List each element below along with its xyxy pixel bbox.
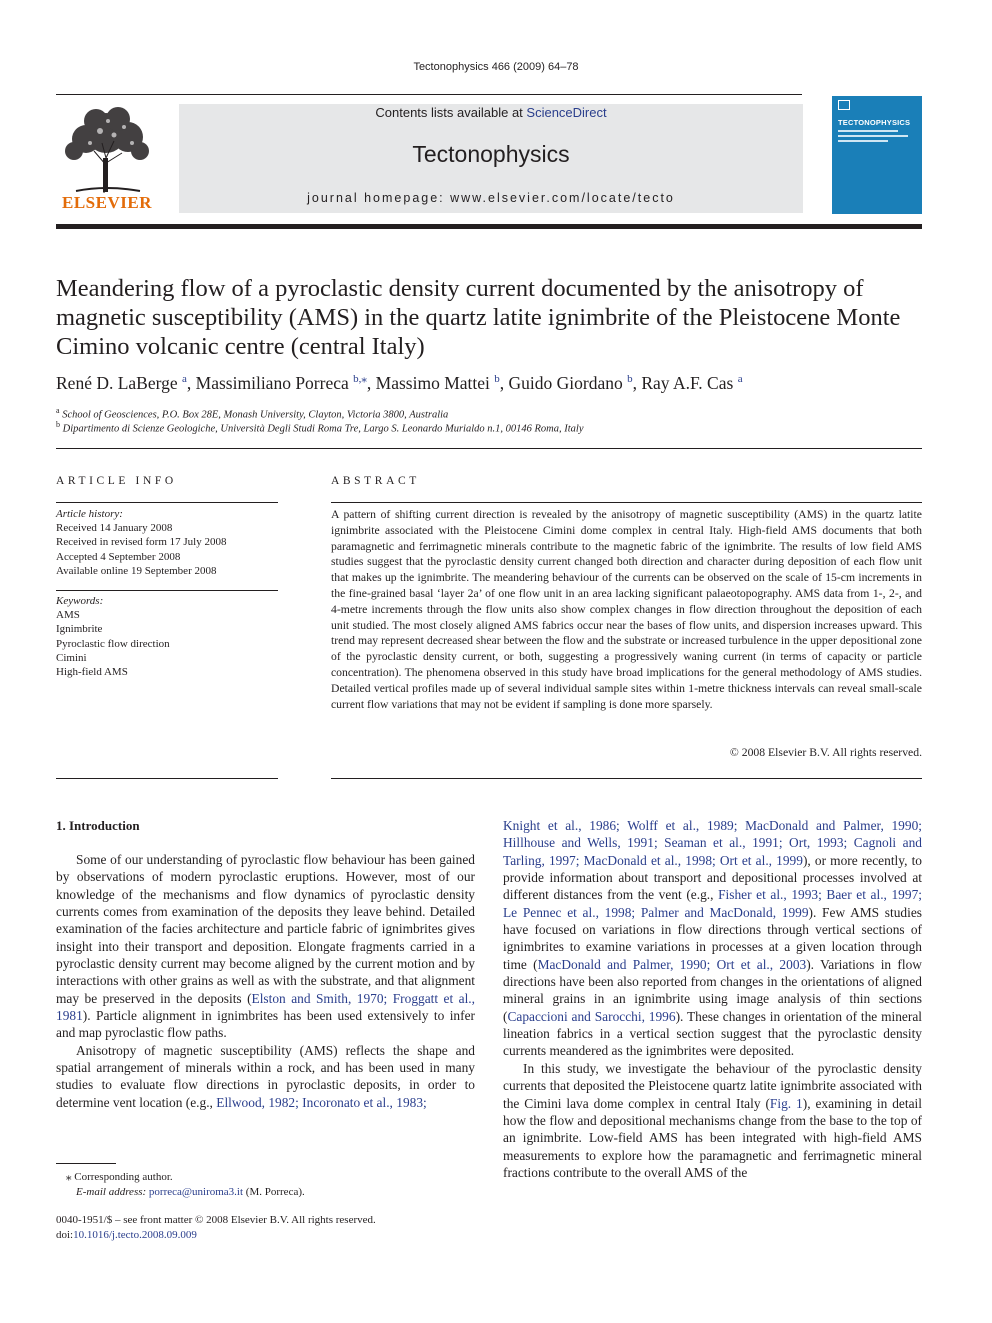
elsevier-wordmark: ELSEVIER [62, 193, 152, 212]
keyword: AMS [56, 609, 80, 622]
author-affil-mark[interactable]: a [737, 373, 743, 385]
paragraph [503, 817, 922, 1060]
body-column-left [56, 851, 475, 1111]
keywords [56, 594, 286, 679]
figure-link[interactable]: Fig. 1 [769, 1095, 803, 1111]
affiliation-text: Dipartimento di Scienze Geologiche, Università Degli Studi Roma Tre, Largo S. Leonardo Murialdo n.1, 00146 Roma, Italy [62, 423, 584, 435]
contents-line [179, 105, 803, 120]
cover-line [838, 135, 908, 137]
author-name[interactable]: Massimo Mattei [375, 372, 490, 393]
introduction-heading: 1. Introduction [56, 818, 140, 833]
journal-citation: Tectonophysics 466 (2009) 64–78 [413, 61, 579, 73]
article-history [56, 507, 286, 578]
footnote-rule [56, 1163, 116, 1164]
citation-link[interactable]: Elston and Smith, 1970; Froggatt et al., 1981 [56, 990, 475, 1024]
article-info-divider [56, 502, 278, 503]
header-divider [56, 94, 802, 95]
email-label: E-mail address: [76, 1186, 147, 1198]
body-column-right [503, 817, 922, 1181]
affiliation-mark: a [56, 406, 60, 415]
history-item: Accepted 4 September 2008 [56, 550, 181, 563]
footnote-mark: ⁎ [66, 1171, 72, 1183]
doi-label: doi: [56, 1228, 74, 1241]
article-info-divider [56, 778, 278, 779]
citation-link[interactable]: Fisher et al., 1993; Baer et al., 1997; Le Pennec et al., 1998; Palmer and MacDonald, 1999 [503, 887, 922, 920]
contents-prefix: Contents lists available at [375, 105, 527, 120]
abstract-body: A pattern of shifting current direction is revealed by the anisotropy of magnetic susceptibility (AMS) in the quartz latite ignimbrite associated with the Pleistocene Cimini dome complex in central Italy. High-field AMS documents that both paramagnetic and ferrimagnetic minerals contribute to the magnetic fabric of the ignimbrite. The results of low field AMS studies suggest that the pyroclastic density current changed both direction and character during deposition of each flow unit that makes up the ignimbrite. The meandering behaviour of the currents can be observed on the scale of 15-cm increments in the fine-grained basal ‘layer 2a’ of one flow unit in an area lacking significant palaeotopography. AMS data from 1-, 2-, and 4-metre increments through the flow units also show complex changes in flow direction throughout the deposition of each unit studied. The most closely aligned AMS fabrics occur near the bases of flow units, and dispersion increases upward. This trend may represent decreased shear between the flow and the substrate or increased turbulence in the upper depositional zone of the pyroclastic density current, or both, suggesting a progressively waning current (in terms of capacity or particle concentration). The phenomena observed in this study have broad implications for the general methodology of AMS studies. Detailed vertical profiles made up of several individual sample sites within 1-metre thickness intervals can reveal small-scale current flow variations that may not be evident if sampling is done more sparsely. [331, 508, 922, 711]
doi-line [56, 1228, 475, 1243]
keyword: Pyroclastic flow direction [56, 637, 170, 650]
header-thick-rule [56, 224, 922, 229]
paragraph [56, 851, 475, 1042]
section-divider [56, 448, 922, 449]
author-name[interactable]: Guido Giordano [508, 372, 623, 393]
paragraph [56, 1042, 475, 1111]
corresponding-author-footnote [56, 1170, 475, 1200]
abstract-divider [331, 502, 922, 503]
abstract-heading: ABSTRACT [331, 475, 420, 487]
author-affil-mark[interactable]: b [494, 373, 500, 385]
paragraph-text: ). Particle alignment in ignimbrites has been used extensively to infer and map pyroclastic flow paths. [56, 1008, 475, 1041]
page-footer [56, 1213, 475, 1242]
citation-link[interactable]: Ellwood, 1982; Incoronato et al., 1983; [216, 1094, 427, 1110]
affiliation [56, 420, 936, 435]
paragraph-text: ). Few AMS studies have focused on variations in flow directions through vertical sections of ignimbrites to examine variations in processes at a given location through time ( [503, 904, 923, 972]
cover-title: TECTONOPHYSICS [838, 118, 911, 127]
history-item: Received 14 January 2008 [56, 522, 173, 535]
author-list: René D. LaBerge $^a$, Massimiliano Porreca $^{b,⁎}$, Massimo Mattei $^b$, Guido Giordano $^b$, Ray A.F. Cas $^a$ [56, 372, 743, 393]
author-affil-mark[interactable]: a [182, 373, 187, 385]
citation-link[interactable]: Capaccioni and Sarocchi, 1996 [507, 1008, 676, 1024]
citation-link[interactable]: MacDonald and Palmer, 1990; Ort et al., 2003 [537, 956, 807, 972]
article-title: Meandering flow of a pyroclastic density current documented by the anisotropy of magnetic susceptibility (AMS) in the quartz latite ignimbrite of the Pleistocene Monte Cimino volcanic centre (central Italy) [56, 275, 901, 360]
journal-name: Tectonophysics [412, 141, 570, 167]
issn-line: 0040-1951/$ – see front matter © 2008 Elsevier B.V. All rights reserved. [56, 1214, 376, 1226]
affiliation-mark: b [56, 420, 60, 429]
keyword: Cimini [56, 651, 87, 664]
paragraph-text: Some of our understanding of pyroclastic flow behaviour has been gained by observations of modern pyroclastic eruptions. However, most of our knowledge of the mechanisms and flow dynamics of pyroclastic density currents comes from examination of the deposits they leave behind. Detailed examination of the facies architecture and particle fabric of ignimbrites gives insight into their transport and deposition. Elongate fragments carried in a pyroclastic density current may become aligned by the current motion and by interactions with other grains as well as with the substrate, and that alignment may be preserved in the deposits ( [56, 852, 475, 1006]
paragraph-text: ), examining in detail how the flow and depositional mechanisms change from the base to the top of an ignimbrite. Low-field AMS has been integrated with high-field AMS measurements to explore how the paramagnetic and ferrimagnetic mineral fractions contribute to the overall AMS of the [503, 1095, 922, 1180]
cover-line [838, 130, 898, 132]
abstract-copyright: © 2008 Elsevier B.V. All rights reserved. [729, 746, 922, 759]
doi-link[interactable]: 10.1016/j.tecto.2008.09.009 [73, 1228, 197, 1241]
history-item: Available online 19 September 2008 [56, 564, 217, 577]
keyword: Ignimbrite [56, 623, 103, 636]
author-affil-mark[interactable]: b [627, 373, 633, 385]
journal-cover-thumbnail[interactable] [832, 96, 922, 214]
elsevier-mini-icon [838, 100, 850, 110]
sciencedirect-link[interactable]: ScienceDirect [526, 105, 607, 120]
footnote-text: Corresponding author. [74, 1171, 173, 1183]
author-affil-mark[interactable]: b,⁎ [353, 373, 367, 385]
paragraph [503, 1060, 922, 1181]
article-info-divider [56, 590, 278, 591]
article-info-heading: ARTICLE INFO [56, 475, 177, 487]
elsevier-tree-icon [56, 103, 158, 195]
paragraph-text: In this study, we investigate the behaviour of the pyroclastic density currents that deposited the Pleistocene quartz latite ignimbrite associated with the Cimini lava dome complex in central Italy ( [503, 1060, 922, 1111]
history-label: Article history: [56, 508, 123, 520]
author-name[interactable]: Massimiliano Porreca [195, 372, 349, 393]
keywords-label: Keywords: [56, 595, 104, 607]
cover-line [838, 140, 888, 142]
keyword: High-field AMS [56, 666, 128, 679]
citation-link[interactable]: Knight et al., 1986; Wolff et al., 1989; MacDonald and Palmer, 1990; Hillhouse and Wells, 1991; Seaman et al., 1991; Ort, 1993; Cagnoli and Tarling, 1997; MacDonald et al., 1998; Ort et al., 1999 [503, 818, 922, 868]
email-owner: (M. Porreca). [243, 1186, 305, 1198]
author-name[interactable]: René D. LaBerge [56, 372, 178, 393]
elsevier-logo[interactable] [56, 103, 158, 213]
abstract-divider [331, 778, 922, 779]
paragraph-text: Anisotropy of magnetic susceptibility (AMS) reflects the shape and spatial arrangement of minerals within a rock, and has been used in many studies to evaluate flow directions in pyroclastic deposits, in order to determine vent location (e.g., [56, 1042, 475, 1110]
affiliation-text: School of Geosciences, P.O. Box 28E, Monash University, Clayton, Victoria 3800, Australia [62, 409, 449, 421]
affiliation [56, 406, 936, 421]
author-name[interactable]: Ray A.F. Cas [641, 372, 734, 393]
paragraph-text: ). Variations in flow directions have been also reported from changes in the orientations of aligned mineral grains in an ignimbrite using image analysis of thin sections ( [503, 956, 922, 1024]
paragraph-text: ). These changes in orientation of the mineral lineation fabrics in a vertical section suggest that the pyroclastic density currents meandered as the ignimbrites were deposited. [503, 1008, 922, 1059]
email-link[interactable]: porreca@uniroma3.it [148, 1186, 244, 1198]
journal-homepage[interactable]: journal homepage: www.elsevier.com/locate/tecto [307, 191, 675, 205]
paragraph-text: ), or more recently, to provide information about transport and depositional processes involved at different distances from the vent (e.g., [503, 852, 922, 903]
history-item: Received in revised form 17 July 2008 [56, 536, 227, 549]
